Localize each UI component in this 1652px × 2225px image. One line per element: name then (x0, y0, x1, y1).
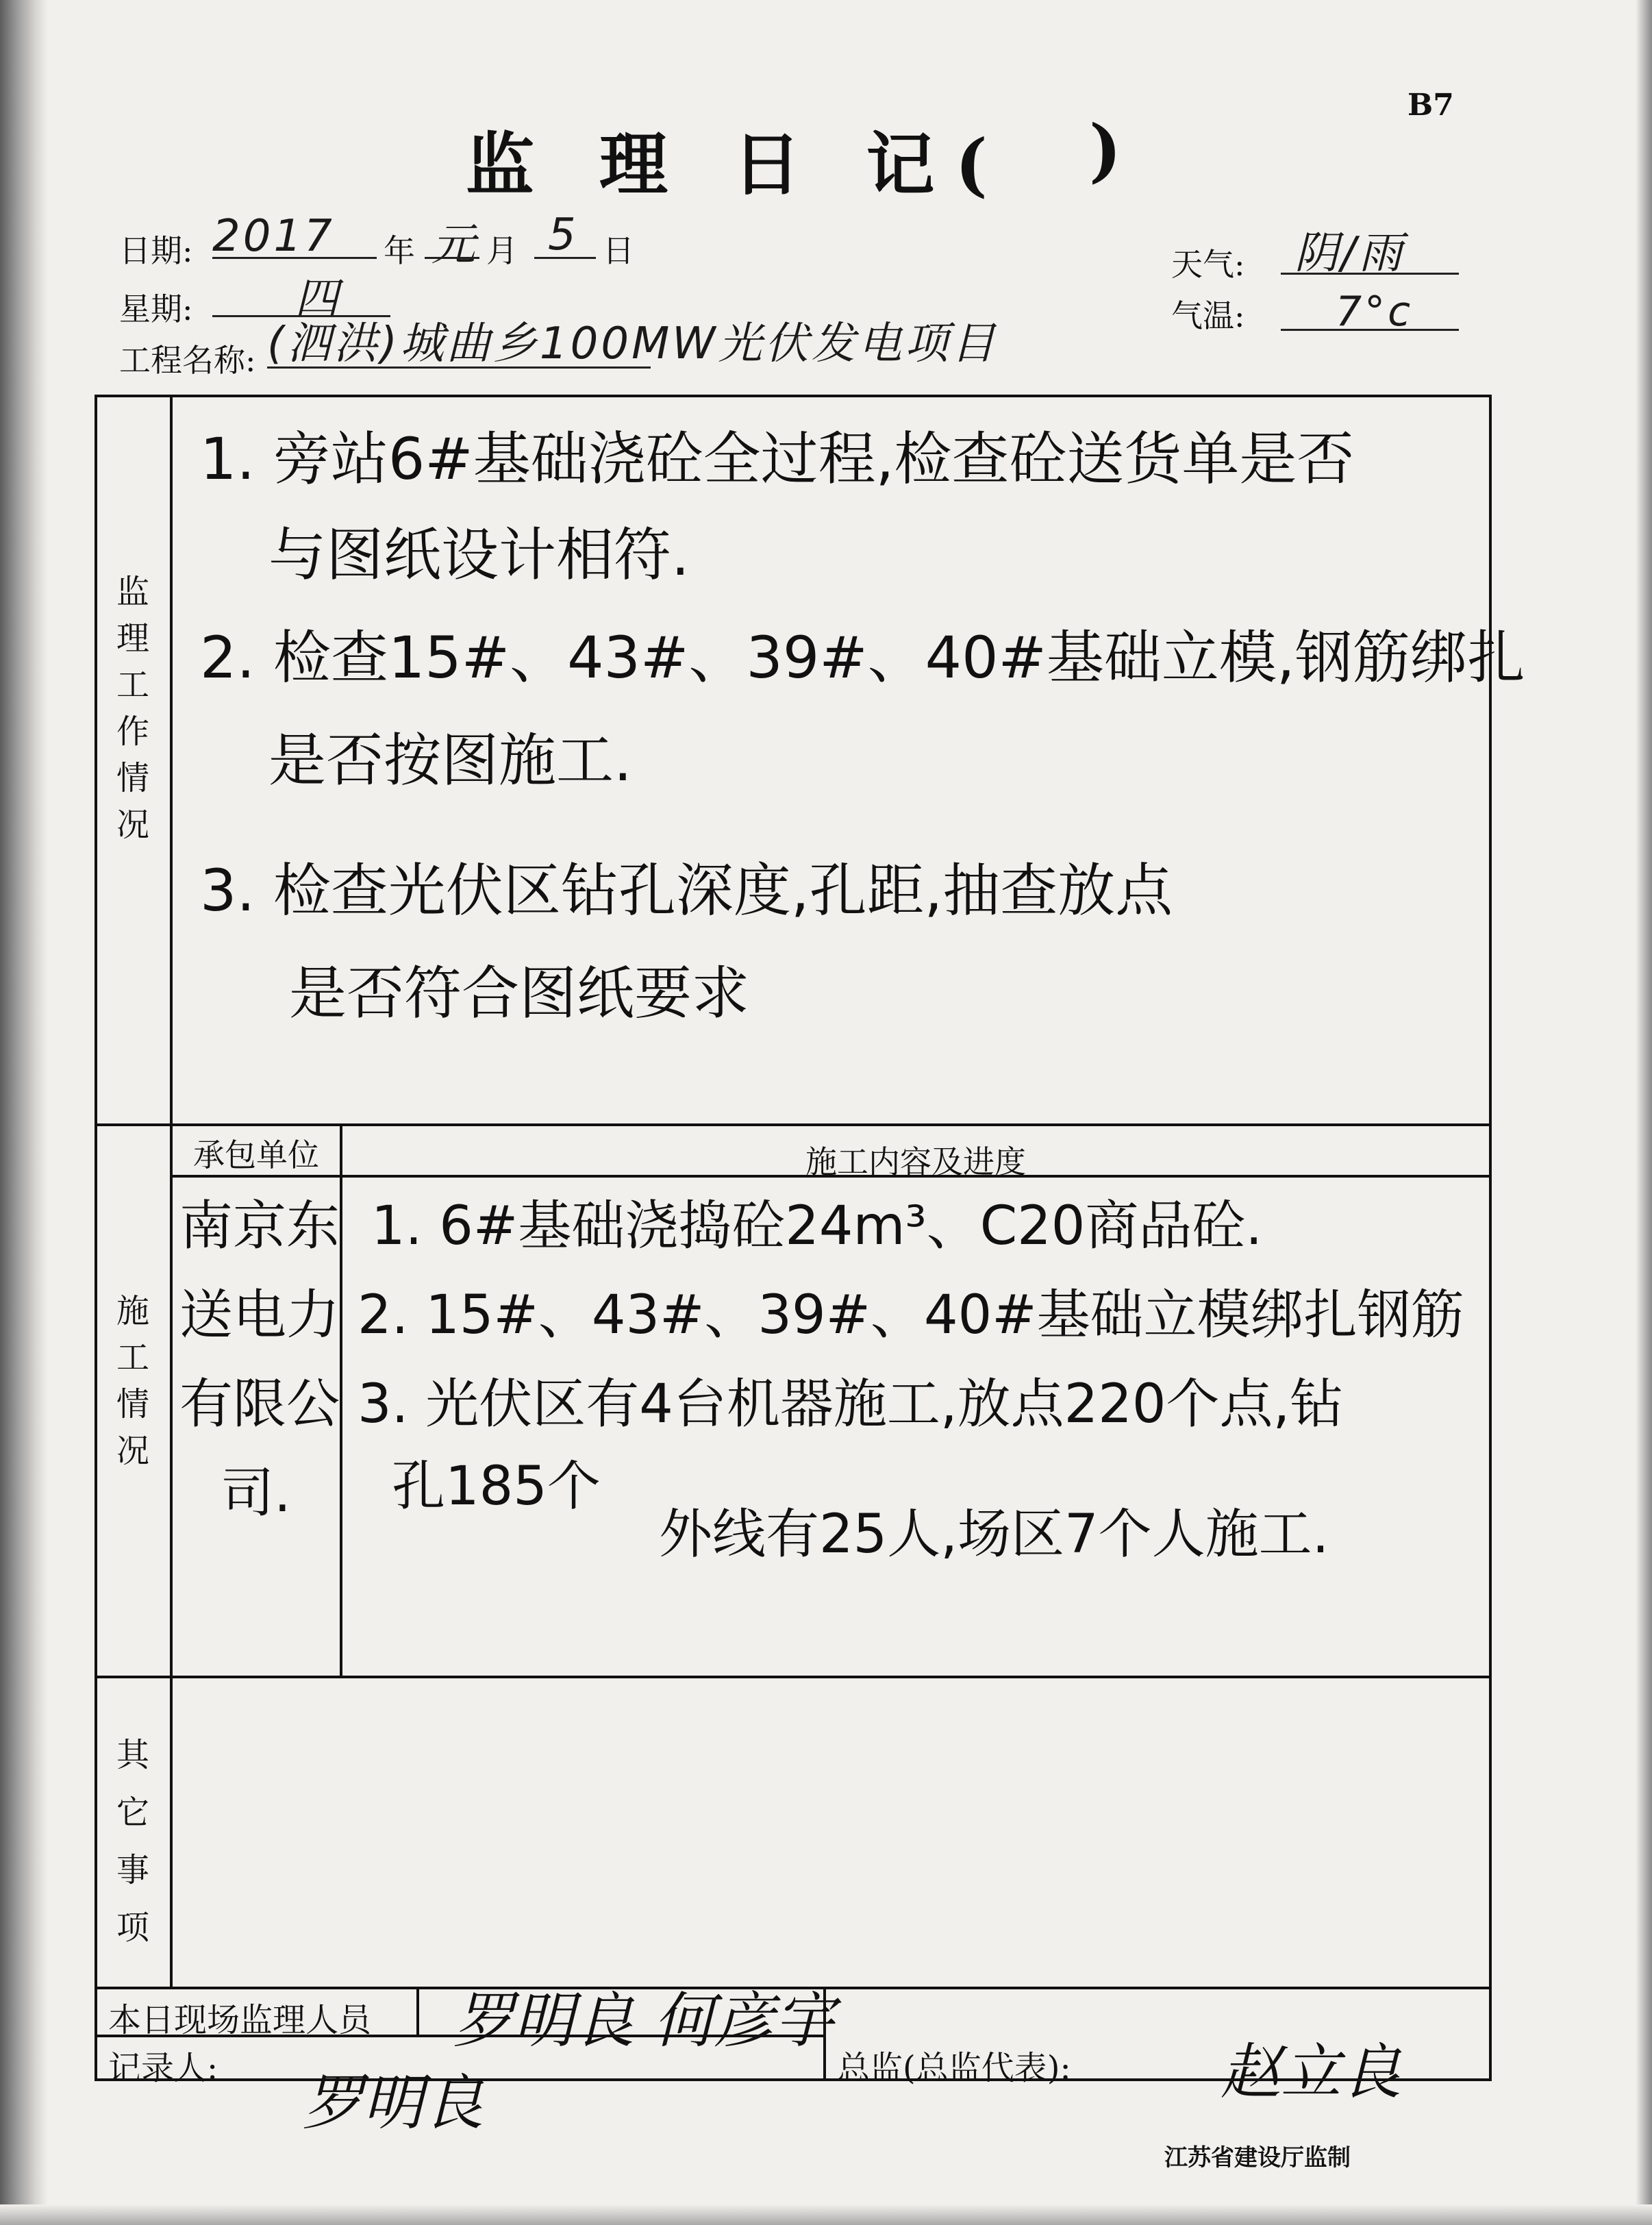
staff-label-divider (416, 1987, 419, 2035)
temp-label: 气温: (1171, 297, 1245, 334)
form-code: B7 (1407, 88, 1454, 123)
supervision-line: 与图纸设计相符. (268, 521, 690, 588)
section-divider-1 (97, 1123, 1489, 1126)
supervision-line: 是否符合图纸要求 (289, 960, 750, 1027)
weather-underline (1281, 273, 1459, 275)
construction-line: 孔185个 (392, 1456, 601, 1517)
publisher-note: 江苏省建设厅监制 (1164, 2144, 1351, 2172)
supervision-label (105, 569, 160, 848)
construction-line: 1. 6#基础浇捣砼24m³、C20商品砼. (371, 1195, 1263, 1257)
recorder-label: 记录人: (108, 2049, 218, 2087)
project-name: (泗洪)城曲乡100MW光伏发电项目 (267, 319, 998, 369)
construction-line: 3. 光伏区有4台机器施工,放点220个点,钻 (358, 1373, 1344, 1435)
section-divider-2 (97, 1676, 1489, 1678)
supervision-label-text: 监理工作情况 (116, 573, 149, 844)
content-header: 施工内容及进度 (805, 1143, 1026, 1180)
contractor-column-divider (340, 1123, 342, 1676)
date-month: 元 (431, 220, 478, 271)
form-title-close: ) (1089, 110, 1122, 190)
construction-line: 外线有25人,场区7个人施工. (659, 1504, 1329, 1565)
page-edge-shadow (1636, 0, 1652, 2225)
construction-label (105, 1288, 160, 1474)
weather-value: 阴/雨 (1294, 228, 1405, 279)
date-year: 2017 (212, 211, 335, 262)
date-label: 日期: (119, 232, 193, 269)
label-column-divider (170, 397, 173, 1987)
contractor-line: 司. (221, 1463, 291, 1524)
construction-label-text: 施工情况 (116, 1292, 149, 1470)
contractor-line: 有限公 (179, 1373, 340, 1435)
weekday-value: 四 (295, 274, 341, 325)
weekday-label: 星期: (119, 290, 193, 327)
chief-label: 总监(总监代表): (837, 2049, 1071, 2087)
contractor-line: 南京东 (179, 1195, 340, 1257)
diary-form (62, 0, 1637, 2225)
form-title: 监 理 日 记( (466, 124, 1008, 205)
weather-label: 天气: (1171, 246, 1245, 283)
project-label: 工程名称: (119, 342, 256, 379)
supervision-line: 是否按图施工. (268, 727, 632, 794)
contractor-header: 承包单位 (193, 1136, 319, 1173)
supervision-line: 2. 检查15#、43#、39#、40#基础立模,钢筋绑扎 (200, 624, 1525, 691)
date-day-underline (534, 257, 596, 259)
staff-signatures: 罗明良 何彦宇 (453, 1985, 834, 2056)
temp-underline (1281, 329, 1459, 331)
date-day-unit: 日 (603, 232, 634, 269)
other-label-text: 其它事项 (116, 1736, 149, 1947)
date-month-unit: 月 (486, 232, 518, 269)
other-label (105, 1726, 160, 1956)
construction-line: 2. 15#、43#、39#、40#基础立模绑扎钢筋 (358, 1284, 1464, 1346)
page-bottom-shadow (0, 2204, 1652, 2225)
chief-signature: 赵立良 (1221, 2037, 1402, 2107)
date-day: 5 (548, 210, 579, 260)
recorder-signature: 罗明良 (303, 2067, 484, 2138)
binding-shadow (0, 0, 48, 2225)
supervision-line: 3. 检查光伏区钻孔深度,孔距,抽查放点 (200, 857, 1173, 924)
diary-table (95, 395, 1525, 2138)
temp-value: 7°c (1336, 288, 1414, 336)
supervision-line: 1. 旁站6#基础浇砼全过程,检查砼送货单是否 (200, 425, 1355, 493)
date-year-underline (212, 257, 377, 259)
project-underline (267, 366, 651, 369)
contractor-line: 送电力 (179, 1284, 340, 1346)
staff-label: 本日现场监理人员 (108, 2001, 372, 2039)
date-month-underline (425, 257, 479, 259)
date-year-unit: 年 (384, 232, 415, 269)
